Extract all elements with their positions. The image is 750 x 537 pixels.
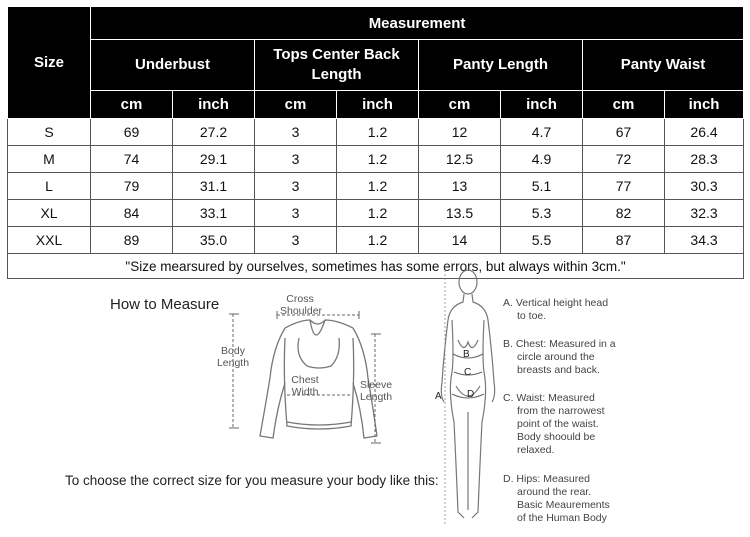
group-header-underbust: Underbust	[91, 40, 255, 91]
value-cell: 32.3	[665, 200, 744, 227]
group-header-tops-length: Tops Center Back Length	[255, 40, 419, 91]
table-note: "Size mearsured by ourselves, sometimes has some errors, but always within 3cm."	[8, 254, 744, 279]
group-header-panty-length: Panty Length	[419, 40, 583, 91]
value-cell: 5.5	[501, 227, 583, 254]
group-header-panty-waist: Panty Waist	[583, 40, 744, 91]
value-cell: 30.3	[665, 173, 744, 200]
value-cell: 3	[255, 146, 337, 173]
value-cell: 4.9	[501, 146, 583, 173]
value-cell: 12	[419, 119, 501, 146]
value-cell: 3	[255, 173, 337, 200]
value-cell: 14	[419, 227, 501, 254]
size-header: Size	[8, 7, 91, 119]
note-c: C. Waist: Measured from the narrowest point of the waist. Body shoould be relaxed.	[503, 392, 605, 456]
value-cell: 13.5	[419, 200, 501, 227]
instruction-text: To choose the correct size for you measure your body like this:	[65, 473, 439, 488]
body-figure-illustration	[430, 262, 500, 532]
value-cell: 1.2	[337, 119, 419, 146]
value-cell: 74	[91, 146, 173, 173]
value-cell: 4.7	[501, 119, 583, 146]
value-cell: 72	[583, 146, 665, 173]
letter-a: A	[435, 391, 442, 402]
note-a: A. Vertical height head to toe.	[503, 297, 609, 322]
how-to-measure-title: How to Measure	[110, 296, 220, 313]
value-cell: 3	[255, 200, 337, 227]
letter-b: B	[463, 349, 470, 360]
value-cell: 33.1	[173, 200, 255, 227]
value-cell: 12.5	[419, 146, 501, 173]
value-cell: 27.2	[173, 119, 255, 146]
value-cell: 13	[419, 173, 501, 200]
value-cell: 5.1	[501, 173, 583, 200]
unit-header: cm	[91, 91, 173, 119]
value-cell: 69	[91, 119, 173, 146]
table-row	[8, 146, 744, 173]
value-cell: 1.2	[337, 200, 419, 227]
value-cell: 29.1	[173, 146, 255, 173]
table-row	[8, 200, 744, 227]
measurement-header: Measurement	[91, 7, 744, 40]
cross-shoulder-label: Cross Shoulder	[280, 293, 323, 317]
value-cell: 77	[583, 173, 665, 200]
value-cell: 82	[583, 200, 665, 227]
size-chart-table	[7, 6, 744, 279]
value-cell: 67	[583, 119, 665, 146]
unit-header: cm	[583, 91, 665, 119]
letter-c: C	[464, 367, 472, 378]
value-cell: 1.2	[337, 227, 419, 254]
size-cell: XXL	[8, 227, 91, 254]
unit-header: inch	[501, 91, 583, 119]
table-row	[8, 173, 744, 200]
value-cell: 3	[255, 119, 337, 146]
unit-header: inch	[665, 91, 744, 119]
unit-header: cm	[419, 91, 501, 119]
size-cell: M	[8, 146, 91, 173]
value-cell: 1.2	[337, 146, 419, 173]
note-d: D. Hips: Measured around the rear. Basic Meaurements of the Human Body	[503, 473, 610, 524]
value-cell: 3	[255, 227, 337, 254]
size-cell: XL	[8, 200, 91, 227]
value-cell: 84	[91, 200, 173, 227]
unit-header: cm	[255, 91, 337, 119]
sweater-illustration	[215, 298, 425, 448]
sleeve-length-label: Sleeve Length	[359, 379, 393, 403]
body-length-label: Body Length	[216, 345, 250, 369]
value-cell: 35.0	[173, 227, 255, 254]
table-row	[8, 119, 744, 146]
value-cell: 1.2	[337, 173, 419, 200]
unit-header: inch	[173, 91, 255, 119]
value-cell: 26.4	[665, 119, 744, 146]
value-cell: 5.3	[501, 200, 583, 227]
value-cell: 87	[583, 227, 665, 254]
table-row	[8, 227, 744, 254]
note-b: B. Chest: Measured in a circle around the breasts and back.	[503, 338, 616, 376]
value-cell: 28.3	[665, 146, 744, 173]
letter-d: D	[467, 389, 475, 400]
chest-width-label: Chest Width	[291, 374, 319, 398]
size-cell: S	[8, 119, 91, 146]
value-cell: 34.3	[665, 227, 744, 254]
size-cell: L	[8, 173, 91, 200]
value-cell: 31.1	[173, 173, 255, 200]
unit-header: inch	[337, 91, 419, 119]
value-cell: 79	[91, 173, 173, 200]
value-cell: 89	[91, 227, 173, 254]
